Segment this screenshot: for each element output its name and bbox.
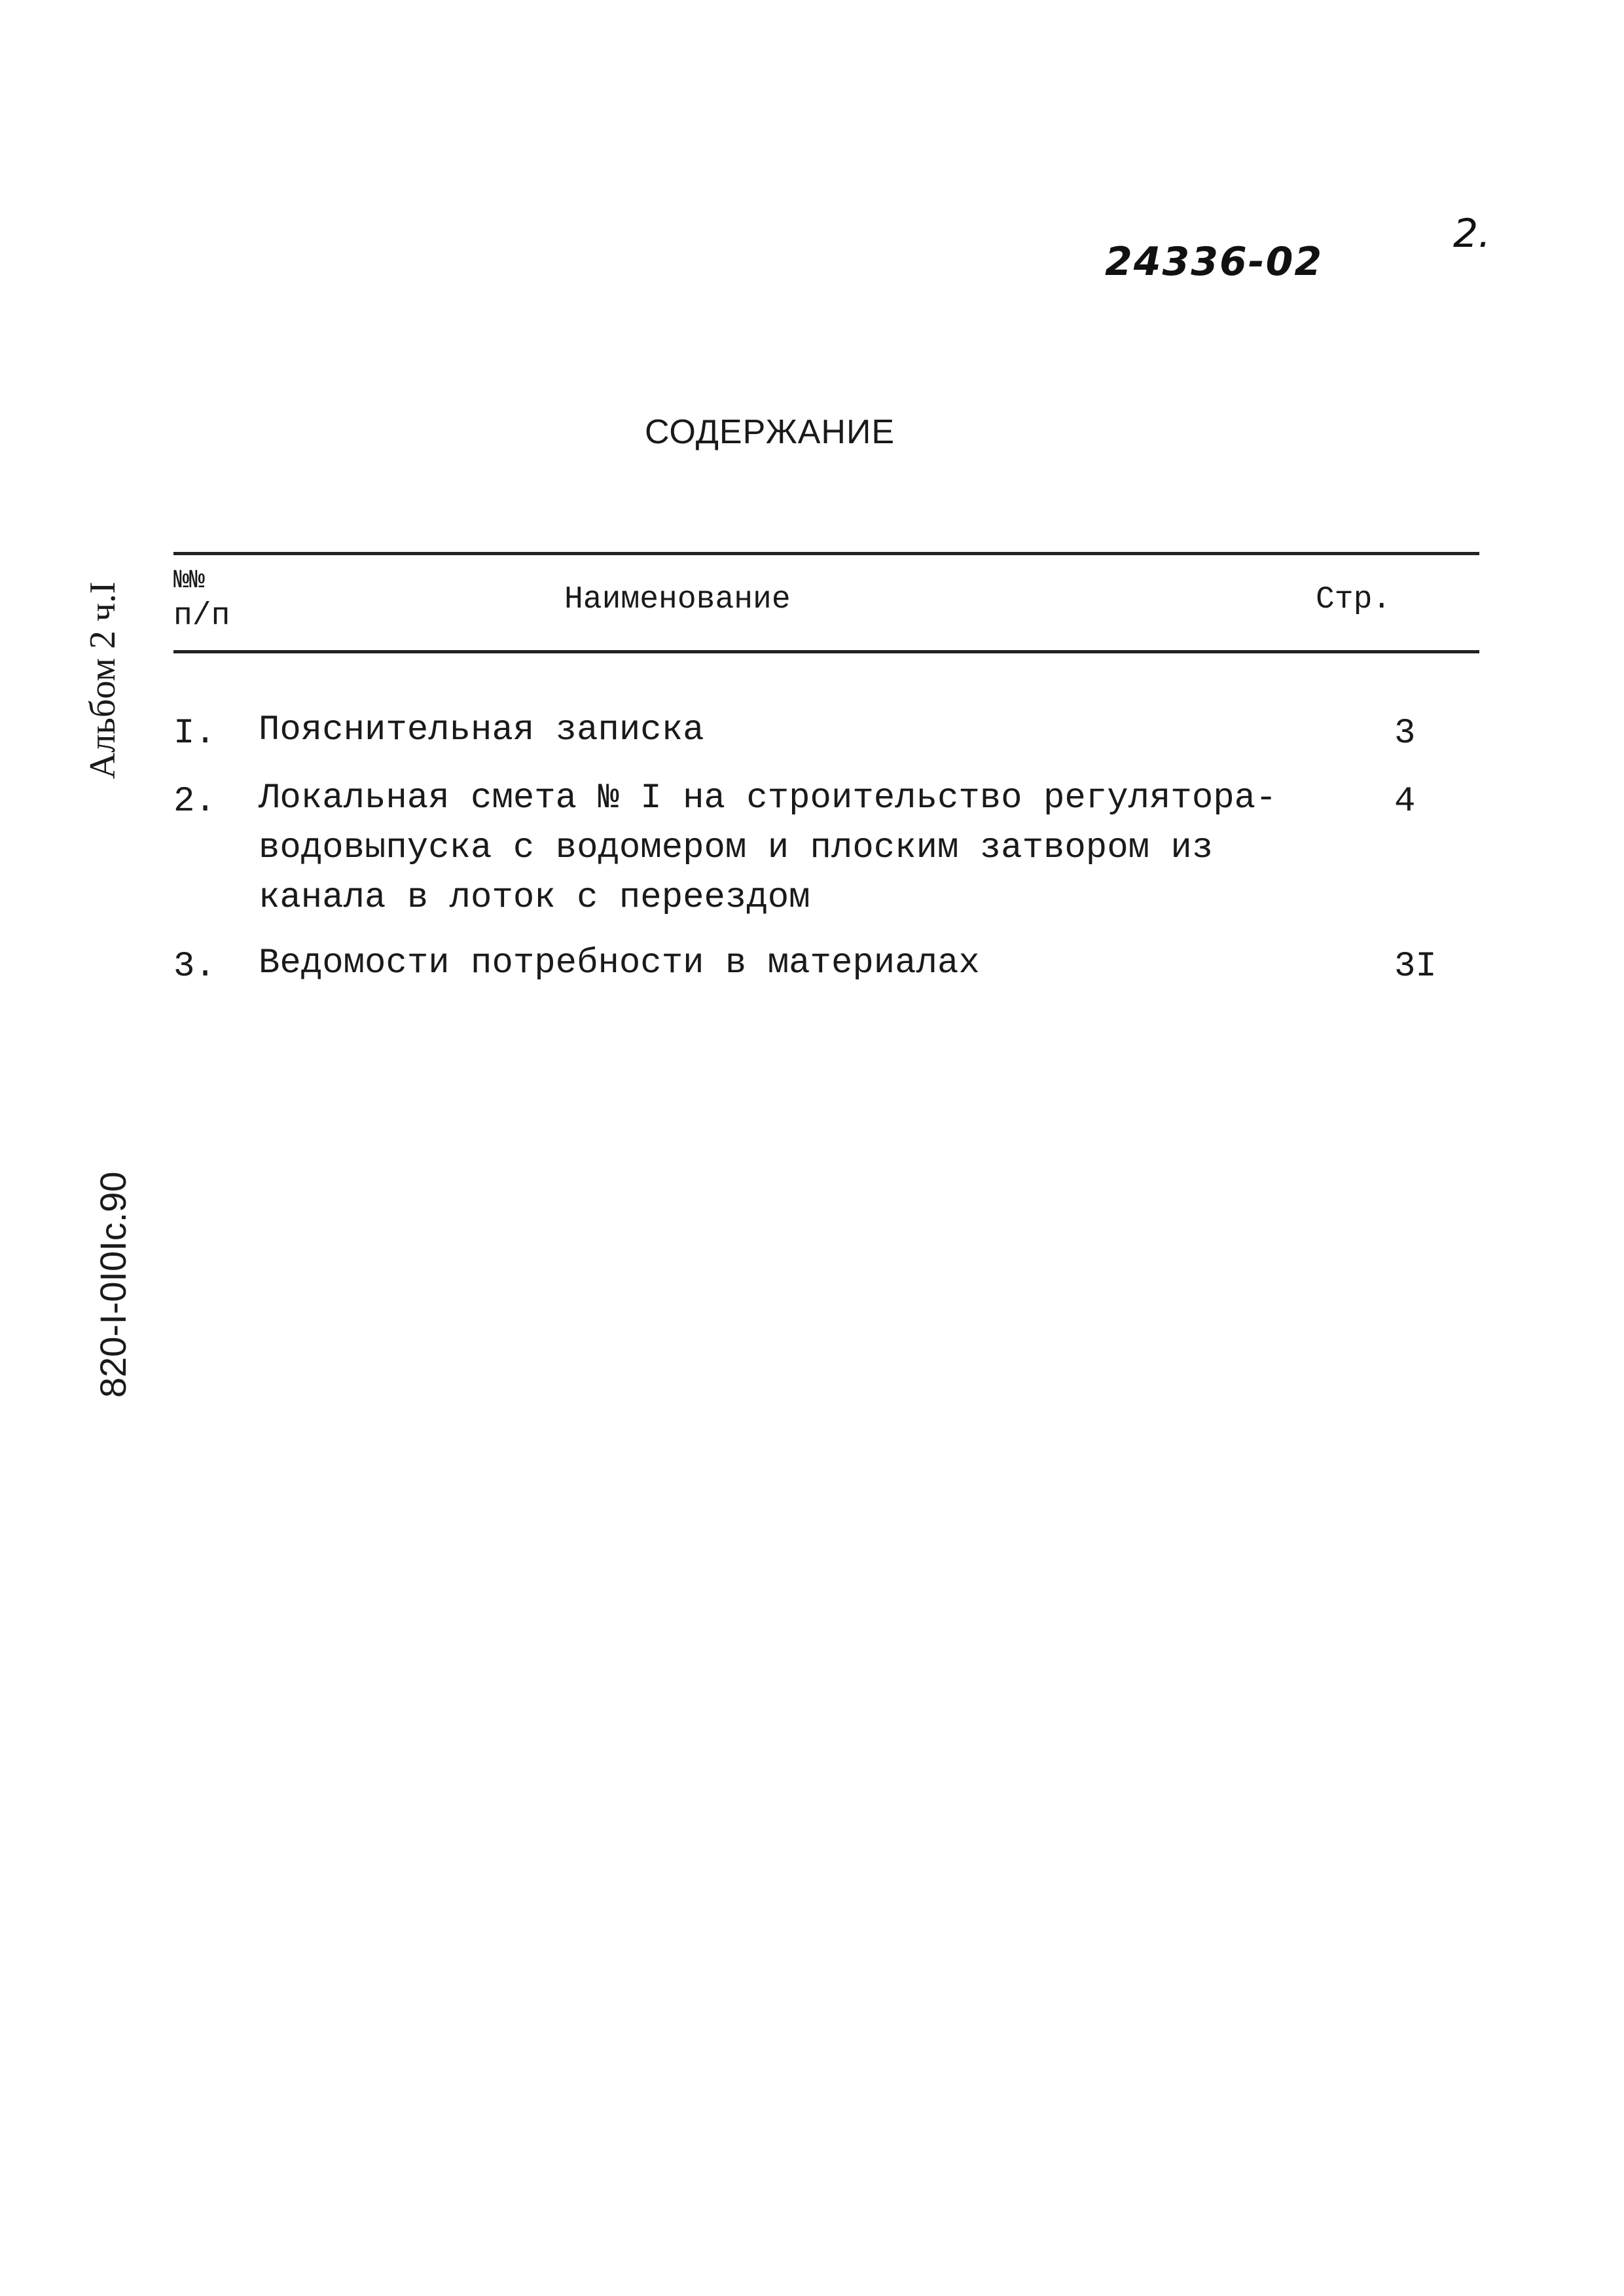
column-header-name: Наименование — [564, 582, 791, 617]
table-row-page: 4 — [1394, 782, 1416, 822]
column-header-number-line2: п/п — [173, 598, 230, 634]
table-row-number: 2. — [173, 782, 216, 822]
page-title: СОДЕРЖАНИЕ — [645, 413, 895, 451]
album-margin-label: Альбом 2 ч.I — [82, 581, 123, 779]
table-row-name: Локальная смета № I на строительство регулятора-водовыпуска с водомером и плоским затвором из канала в лоток с переездом — [259, 778, 1277, 918]
table-row-page: 3I — [1394, 947, 1437, 987]
table-row-name: Ведомости потребности в материалах — [259, 943, 980, 983]
table-row-name: Пояснительная записка — [259, 710, 704, 750]
table-row-page: 3 — [1394, 714, 1416, 754]
table-row-number: I. — [173, 714, 216, 754]
table-top-rule — [173, 552, 1479, 555]
column-header-page: Стр. — [1316, 582, 1392, 617]
page-number: 2. — [1453, 211, 1491, 257]
table-header-rule — [173, 650, 1479, 653]
document-number: 24336-02 — [1105, 239, 1324, 285]
series-code-margin-label: 820-I-0I0Iс.90 — [92, 1171, 134, 1398]
column-header-number-line1: №№ — [173, 566, 206, 596]
table-row-number: 3. — [173, 947, 216, 987]
